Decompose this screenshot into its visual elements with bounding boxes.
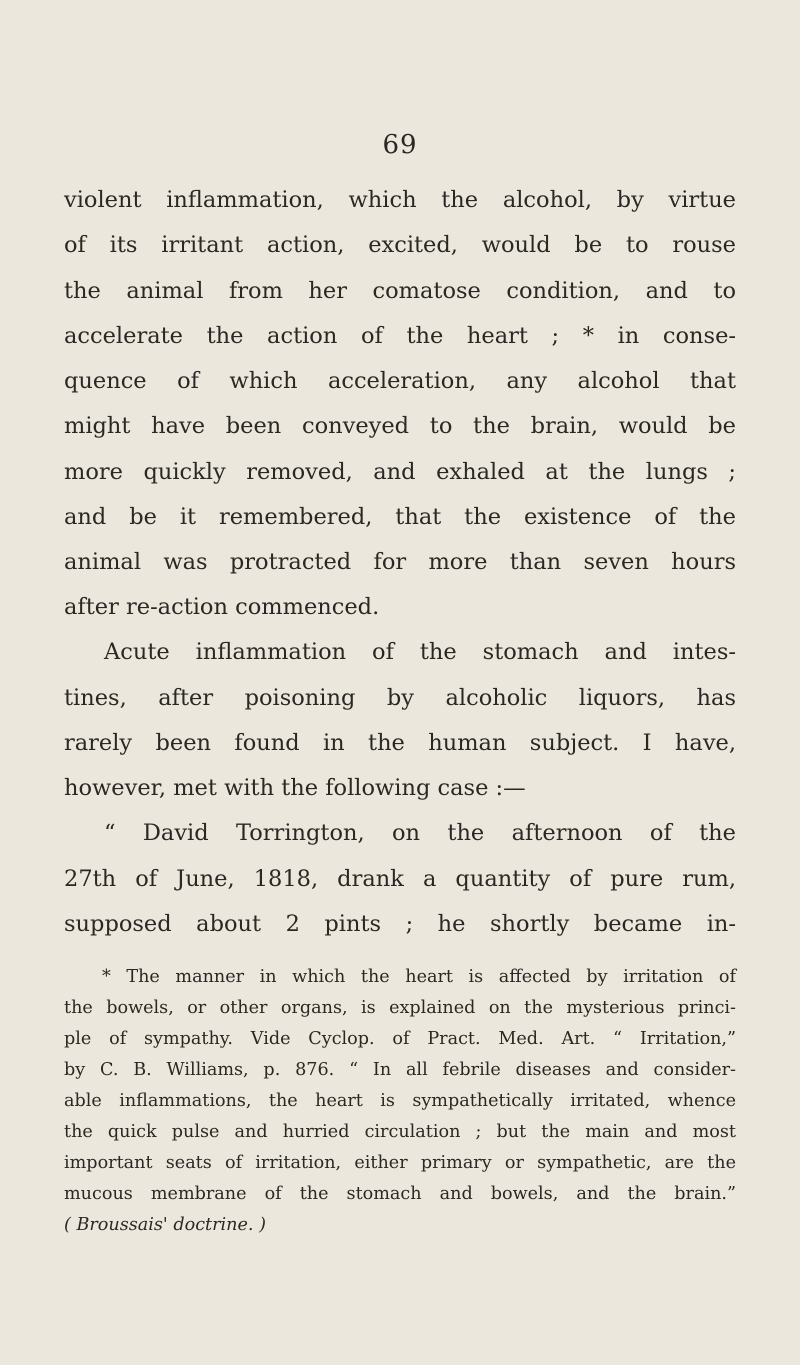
footnote-line: ple of sympathy. Vide Cyclop. of Pract. Med. Art. “ Irritation,” xyxy=(64,1029,736,1049)
footnote-line: the bowels, or other organs, is explained on the mysterious princi- xyxy=(64,998,736,1018)
body-line: violent inflammation, which the alcohol, by virtue xyxy=(64,187,736,213)
body-line: quence of which acceleration, any alcohol that xyxy=(64,368,736,394)
footnote-line: important seats of irritation, either primary or sympathetic, are the xyxy=(64,1153,736,1173)
footnote-line: the quick pulse and hurried circulation ; but the main and most xyxy=(64,1122,736,1142)
body-line: more quickly removed, and exhaled at the lungs ; xyxy=(64,459,736,485)
body-line: accelerate the action of the heart ; * in conse- xyxy=(64,323,736,349)
footnote-line: ( Broussais' doctrine. ) xyxy=(64,1215,266,1235)
page-number: 69 xyxy=(382,130,418,160)
footnote-line: by C. B. Williams, p. 876. “ In all febrile diseases and consider- xyxy=(64,1060,736,1080)
body-line: 27th of June, 1818, drank a quantity of pure rum, xyxy=(64,866,736,892)
body-line: supposed about 2 pints ; he shortly became in- xyxy=(64,911,736,937)
footnote-line: * The manner in which the heart is affected by irritation of xyxy=(102,967,736,987)
body-line: might have been conveyed to the brain, would be xyxy=(64,413,736,439)
body-line: and be it remembered, that the existence of the xyxy=(64,504,736,530)
body-line: after re-action commenced. xyxy=(64,594,380,620)
body-line: however, met with the following case :— xyxy=(64,775,526,801)
body-line: rarely been found in the human subject. I have, xyxy=(64,730,736,756)
body-line: “ David Torrington, on the afternoon of the xyxy=(104,820,736,846)
body-line: Acute inflammation of the stomach and intes- xyxy=(104,639,736,665)
body-line: of its irritant action, excited, would be to rouse xyxy=(64,232,736,258)
footnote-line: mucous membrane of the stomach and bowels, and the brain.” xyxy=(64,1184,736,1204)
body-line: animal was protracted for more than seven hours xyxy=(64,549,736,575)
footnote-line: able inflammations, the heart is sympathetically irritated, whence xyxy=(64,1091,736,1111)
body-line: tines, after poisoning by alcoholic liquors, has xyxy=(64,685,736,711)
body-line: the animal from her comatose condition, and to xyxy=(64,278,736,304)
